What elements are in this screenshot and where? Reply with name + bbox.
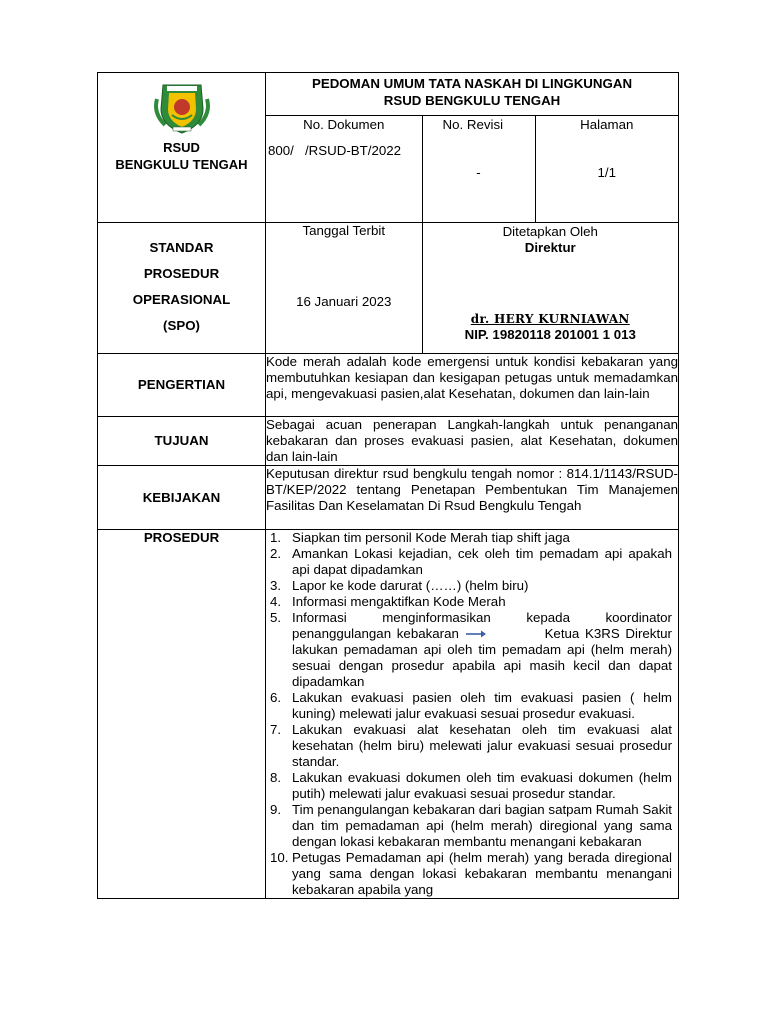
ditetapkan-label: Ditetapkan Oleh bbox=[502, 224, 598, 239]
document-title-line2: RSUD BENGKULU TENGAH bbox=[383, 93, 561, 108]
org-name-line1: RSUD bbox=[163, 140, 200, 155]
spo-right-cell bbox=[266, 223, 679, 354]
prosedur-step: 7. Lakukan evakuasi alat kesehatan oleh tim evakuasi alat kesehatan (helm biru) melewati jalur evakuasi sesuai prosedur standar. bbox=[270, 722, 672, 769]
spo-label-cell bbox=[98, 223, 266, 354]
org-cell bbox=[98, 73, 266, 223]
prosedur-step: 9. Tim penangulangan kebakaran dari bagian satpam Rumah Sakit dan tim pemadaman api (helm merah) diregional yang sama dengan lokasi kebakaran membantu menangani kebakaran bbox=[270, 802, 672, 849]
halaman-value: 1/1 bbox=[597, 164, 617, 180]
document-title-line1: PEDOMAN UMUM TATA NASKAH DI LINGKUNGAN bbox=[311, 76, 633, 91]
no-dokumen-value: 800/ /RSUD-BT/2022 bbox=[268, 142, 402, 158]
signer-name: dr. HERY KURNIAWAN bbox=[470, 312, 630, 326]
tujuan-label: TUJUAN bbox=[98, 417, 266, 466]
regency-emblem-icon bbox=[147, 79, 217, 135]
prosedur-step: 3. Lapor ke kode darurat (……) (helm biru) bbox=[270, 578, 529, 593]
spo-line3: OPERASIONAL bbox=[132, 292, 231, 307]
prosedur-step: 4. Informasi mengaktifkan Kode Merah bbox=[270, 594, 506, 609]
ditetapkan-cell bbox=[422, 223, 678, 353]
no-revisi-label: No. Revisi bbox=[442, 116, 504, 132]
kebijakan-label: KEBIJAKAN bbox=[98, 466, 266, 530]
spo-table bbox=[97, 72, 679, 899]
ditetapkan-role: Direktur bbox=[524, 240, 576, 255]
tanggal-value: 16 Januari 2023 bbox=[296, 294, 392, 309]
tujuan-text: Sebagai acuan penerapan Langkah-langkah untuk penanganan kebakaran dan proses evakuasi pasien, alat Kesehatan, dokumen dan lain-lain bbox=[266, 417, 678, 464]
no-dokumen-cell bbox=[266, 115, 422, 222]
spo-info-table bbox=[266, 223, 678, 353]
prosedur-label: PROSEDUR bbox=[98, 530, 266, 899]
org-name-line2: BENGKULU TENGAH bbox=[115, 157, 248, 172]
spo-line1: STANDAR bbox=[149, 240, 214, 255]
pengertian-label: PENGERTIAN bbox=[98, 354, 266, 417]
tanggal-cell bbox=[266, 223, 422, 353]
kebijakan-text: Keputusan direktur rsud bengkulu tengah nomor : 814.1/1143/RSUD-BT/KEP/2022 tentang Penetapan Pembentukan Tim Manajemen Fasilitas Dan Keselamatan Di Rsud Bengkulu Tengah bbox=[266, 466, 679, 530]
no-dokumen-label: No. Dokumen bbox=[303, 116, 385, 132]
prosedur-step: 6. Lakukan evakuasi pasien oleh tim evakuasi pasien ( helm kuning) melewati jalur evakuasi sesuai prosedur evakuasi. bbox=[270, 690, 672, 721]
prosedur-cell bbox=[266, 530, 679, 899]
prosedur-step: 10. Petugas Pemadaman api (helm merah) yang berada diregional yang sama dengan lokasi kebakaran membantu menangani kebakaran apabila yang bbox=[270, 850, 672, 897]
header-right-cell bbox=[266, 73, 679, 223]
document-info-table bbox=[266, 73, 678, 222]
arrow-right-icon bbox=[465, 630, 487, 638]
signer-nip: NIP. 19820118 201001 1 013 bbox=[464, 327, 636, 342]
prosedur-step: 1. Siapkan tim personil Kode Merah tiap shift jaga bbox=[270, 530, 570, 545]
spo-line2: PROSEDUR bbox=[143, 266, 220, 281]
no-revisi-value: - bbox=[476, 164, 481, 180]
prosedur-step: 2. Amankan Lokasi kejadian, cek oleh tim pemadam api apakah api dapat dipadamkan bbox=[270, 546, 672, 577]
spo-line4: (SPO) bbox=[163, 318, 200, 333]
title-cell bbox=[266, 73, 678, 115]
signer-name-wrap bbox=[423, 311, 679, 327]
prosedur-list bbox=[266, 530, 678, 898]
halaman-cell bbox=[535, 115, 678, 222]
pengertian-text: Kode merah adalah kode emergensi untuk kondisi kebakaran yang membutuhkan kesiapan dan kesigapan petugas untuk memadamkan api, mengevakuasi pasien,alat Kesehatan, dokumen dan lain-lain bbox=[266, 354, 679, 417]
halaman-label: Halaman bbox=[580, 116, 634, 132]
prosedur-step: 5. Informasi menginformasikan kepada koordinator penanggulangan kebakaran Ketua K3RS Direktur lakukan pemadaman api oleh tim pemadam api (helm merah) sesuai dengan prosedur apabila api masih kecil dan dapat dipadamkan bbox=[270, 610, 672, 689]
prosedur-step: 8. Lakukan evakuasi dokumen oleh tim evakuasi dokumen (helm putih) melewati jalur evakuasi sesuai prosedur standar. bbox=[270, 770, 672, 801]
tanggal-label: Tanggal Terbit bbox=[302, 223, 386, 238]
no-revisi-cell bbox=[422, 115, 535, 222]
